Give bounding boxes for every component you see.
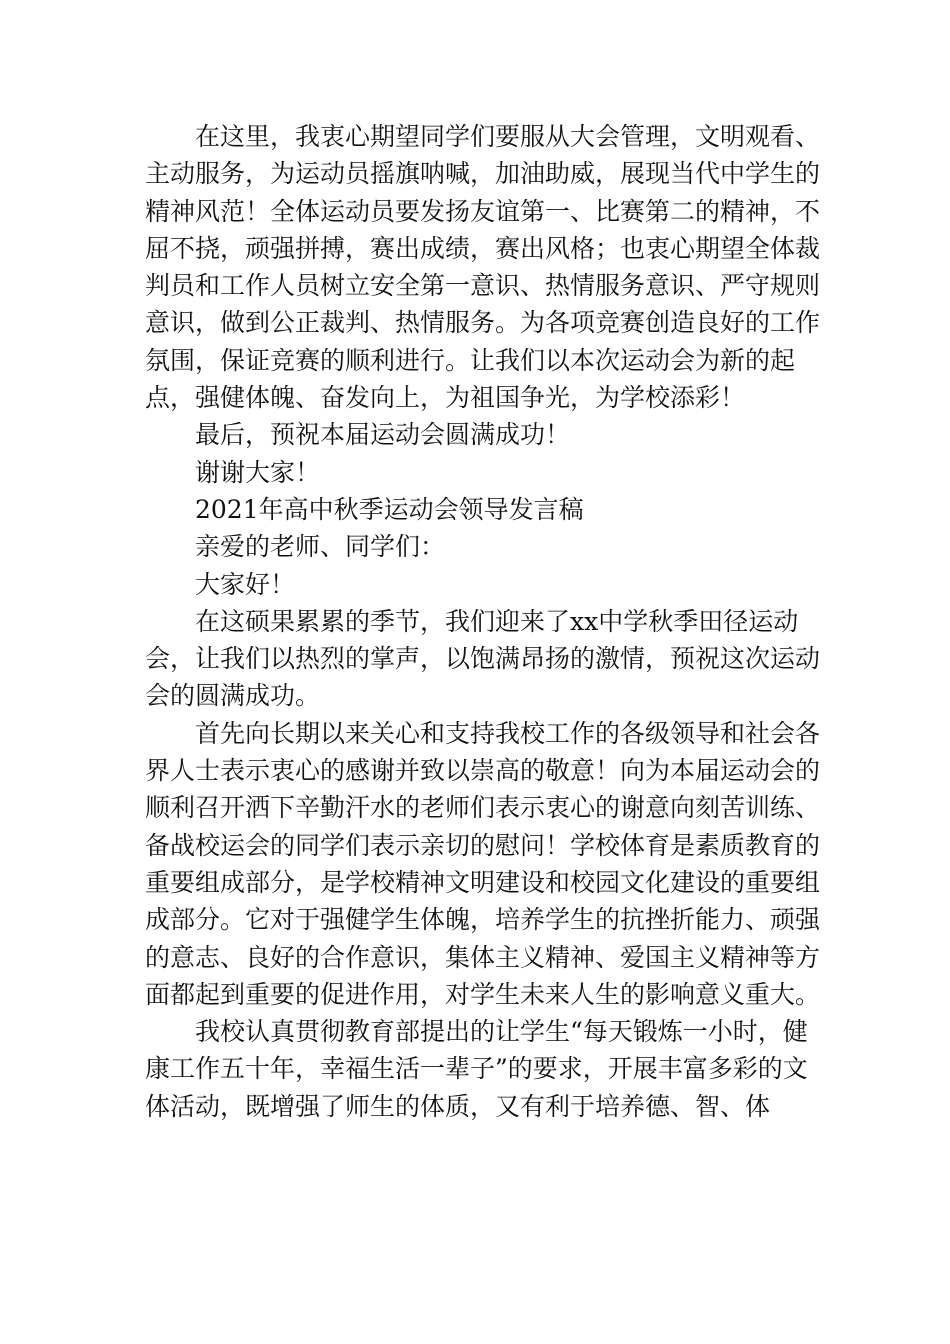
paragraph-greeting: 大家好！ xyxy=(195,569,296,599)
paragraph-final-wish: 最后，预祝本届运动会圆满成功！ xyxy=(195,420,571,450)
paragraph-thanks: 谢谢大家！ xyxy=(195,457,321,487)
paragraph-salutation: 亲爱的老师、同学们： xyxy=(195,532,446,562)
paragraph-closing-appeal: 在这里，我衷心期望同学们要服从大会管理，文明观看、主动服务，为运动员摇旗呐喊，加油助威，展现当代中学生的精神风范！全体运动员要发扬友谊第一、比赛第二的精神，不屈不挠，顽强拼搏，赛出成绩，赛出风格；也衷心期望全体裁判员和工作人员树立安全第一意识、热情服务意识、严守规则意识，做到公正裁判、热情服务。为各项竞赛创造良好的工作氛围，保证竞赛的顺利进行。让我们以本次运动会为新的起点，强健体魄、奋发向上，为祖国争光，为学校添彩！ xyxy=(145,122,821,413)
document-page xyxy=(145,118,825,1125)
paragraph-gratitude: 首先向长期以来关心和支持我校工作的各级领导和社会各界人士表示衷心的感谢并致以崇高的敬意！向为本届运动会的顺利召开洒下辛勤汗水的老师们表示衷心的谢意向刻苦训练、备战校运会的同学们表示亲切的慰问！学校体育是素质教育的重要组成部分，是学校精神文明建设和校园文化建设的重要组成部分。它对于强健学生体魄，培养学生的抗挫折能力、顽强的意志、良好的合作意识，集体主义精神、爱国主义精神等方面都起到重要的促进作用，对学生未来人生的影响意义重大。 xyxy=(145,718,821,1009)
paragraph-policy: 我校认真贯彻教育部提出的让学生“每天锻炼一小时，健康工作五十年，幸福生活一辈子”的要求，开展丰富多彩的文体活动，既增强了师生的体质，又有利于培养德、智、体 xyxy=(145,1017,808,1121)
document-title: 2021年高中秋季运动会领导发言稿 xyxy=(195,494,584,524)
paragraph-opening: 在这硕果累累的季节，我们迎来了xx中学秋季田径运动会，让我们以热烈的掌声，以饱满昂扬的激情，预祝这次运动会的圆满成功。 xyxy=(145,606,821,711)
